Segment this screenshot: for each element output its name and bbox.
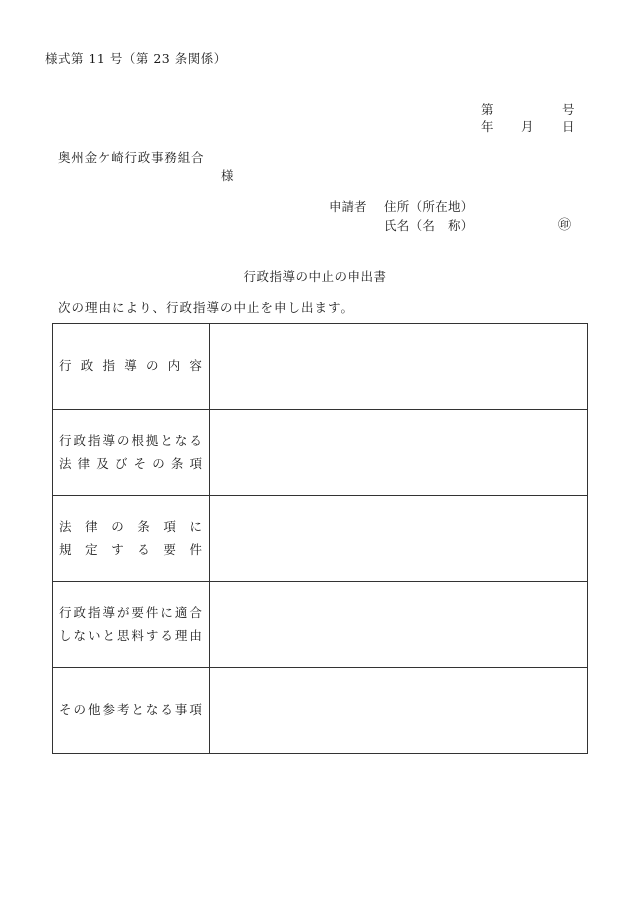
number-label: 第 [481, 102, 494, 117]
form-row [53, 410, 588, 496]
applicant-label: 申請者 [329, 199, 367, 214]
form-row [53, 496, 588, 582]
document-title: 行政指導の中止の申出書 [243, 269, 387, 284]
form-row-value-field[interactable] [210, 668, 588, 754]
form-row-label [53, 582, 210, 668]
form-row-label [53, 324, 210, 410]
form-row-label-line: し な い と 思 料 す る 理 由 [59, 628, 202, 643]
form-row-label [53, 668, 210, 754]
honorific: 様 [221, 168, 234, 183]
form-row-value-field[interactable] [210, 324, 588, 410]
name-label: 氏名（名 称） [384, 218, 474, 233]
form-row-label [53, 410, 210, 496]
form-number: 様式第 11 号（第 23 条関係） [45, 51, 227, 66]
form-row-label-line: 法 律 の 条 項 に [59, 518, 202, 534]
form-row [53, 668, 588, 754]
form-row-label-line: 行 政 指 導 が 要 件 に 適 合 [59, 604, 202, 620]
form-row-label [53, 496, 210, 582]
form-row-label-line: 行 政 指 導 の 内 容 [59, 358, 202, 374]
form-row-label-line: そ の 他 参 考 と な る 事 項 [59, 702, 202, 718]
address-label: 住所（所在地） [384, 199, 474, 214]
form-row-label-line: 行 政 指 導 の 根 拠 と な る [59, 432, 202, 448]
form-row-value-field[interactable] [210, 496, 588, 582]
intro-text: 次の理由により、行政指導の中止を申し出ます。 [58, 300, 355, 315]
seal-mark: ㊞ [558, 218, 572, 233]
form-row-label-line: 規 定 す る 要 件 [59, 542, 202, 557]
addressee: 奥州金ケ崎行政事務組合 [58, 150, 205, 165]
form-table [52, 323, 588, 754]
form-row-label-line: 法 律 及 び そ の 条 項 [59, 456, 202, 471]
form-row-value-field[interactable] [210, 410, 588, 496]
date-year-label: 年 [481, 119, 494, 134]
form-row [53, 324, 588, 410]
form-row-value-field[interactable] [210, 582, 588, 668]
date-month-label: 月 [521, 119, 534, 134]
date-day-label: 日 [562, 119, 575, 134]
form-row [53, 582, 588, 668]
number-suffix: 号 [562, 102, 575, 117]
